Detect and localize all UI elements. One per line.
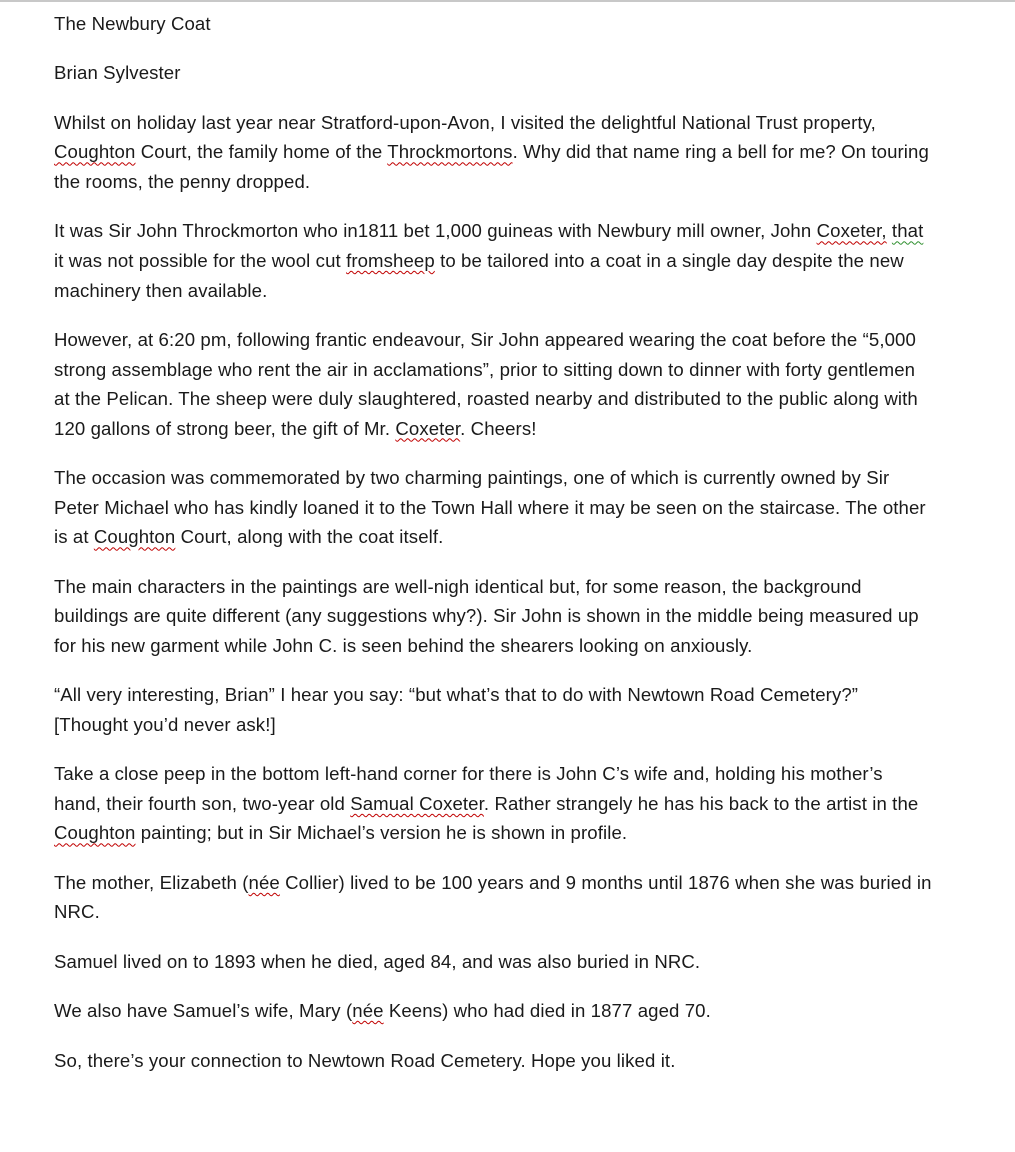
text-run: Court, the family home of the	[135, 141, 388, 163]
spelling-flagged-word: Coxeter,	[816, 220, 887, 242]
page-top-border	[0, 0, 1015, 2]
document-paragraphs	[54, 108, 934, 1075]
body-paragraph	[54, 108, 934, 197]
text-run: . Why did that name ring a bell for me? On touring the rooms, the penny dropped.	[54, 141, 929, 192]
document-body[interactable]	[54, 9, 934, 1095]
grammar-flagged-word: that	[891, 220, 924, 242]
text-run: painting; but in Sir Michael’s version he is shown in profile.	[135, 822, 628, 844]
body-paragraph	[54, 759, 934, 848]
text-run: Collier) lived to be 100 years and 9 months until 1876 when she was buried in NRC.	[54, 871, 932, 923]
text-run: So, there’s your connection to Newtown Road Cemetery. Hope you liked it.	[54, 1049, 676, 1071]
text-run: Whilst on holiday last year near Stratford-upon-Avon, I visited the delightful National Trust property,	[54, 111, 876, 133]
text-run: The occasion was commemorated by two charming paintings, one of which is currently owned by Sir Peter Michael who has kindly loaned it to the Town Hall where it may be seen on the staircase. The other is at	[54, 467, 926, 548]
text-run: The main characters in the paintings are well-nigh identical but, for some reason, the background buildings are quite different (any suggestions why?). Sir John is shown in the middle being measured up for his new garment while John C. is seen behind the shearers looking on anxiously.	[54, 575, 919, 656]
text-run: it was not possible for the wool cut	[54, 249, 347, 271]
body-paragraph	[54, 1046, 934, 1076]
body-paragraph	[54, 680, 934, 739]
spelling-flagged-word: Coughton	[54, 141, 136, 163]
spelling-flagged-word: Coxeter	[395, 417, 461, 439]
text-run: Keens) who had died in 1877 aged 70.	[383, 1000, 711, 1022]
spelling-flagged-word: née	[248, 871, 280, 893]
spelling-flagged-word: Throckmortons	[387, 141, 513, 163]
text-run: It was Sir John Throckmorton who in1811 bet 1,000 guineas with Newbury mill owner, John	[54, 220, 817, 242]
text-run: “All very interesting, Brian” I hear you say: “but what’s that to do with Newtown Road Cemetery?” [Thought you’d never ask!]	[54, 684, 859, 735]
spelling-flagged-word: fromsheep	[346, 249, 435, 271]
text-run: However, at 6:20 pm, following frantic endeavour, Sir John appeared wearing the coat before the “5,000 strong assemblage who rent the air in acclamations”, prior to sitting down to dinner with forty gentlemen at the Pelican. The sheep were duly slaughtered, roasted nearby and distributed to the public along with 120 gallons of strong beer, the gift of Mr.	[54, 328, 918, 439]
spelling-flagged-word: née	[352, 1000, 384, 1022]
body-paragraph	[54, 947, 934, 977]
body-paragraph	[54, 325, 934, 443]
document-title: The Newbury Coat	[54, 13, 211, 34]
body-paragraph	[54, 216, 934, 305]
text-run: Take a close peep in the bottom left-hand corner for there is John C’s wife and, holding his mother’s hand, their fourth son, two-year old	[54, 763, 883, 814]
text-run: . Rather strangely he has his back to the artist in the	[483, 792, 919, 814]
body-paragraph	[54, 572, 934, 661]
body-paragraph	[54, 868, 934, 927]
spelling-flagged-word: Coughton	[93, 526, 176, 548]
text-run: Court, along with the coat itself.	[175, 526, 444, 548]
text-run: to be tailored into a coat in a single day despite the new machinery then available.	[54, 249, 904, 301]
text-run: The mother, Elizabeth (	[54, 871, 249, 893]
body-paragraph	[54, 463, 934, 552]
text-run: . Cheers!	[460, 417, 537, 439]
document-author: Brian Sylvester	[54, 62, 181, 84]
spelling-flagged-word: Samual Coxeter	[350, 792, 484, 814]
body-paragraph	[54, 996, 934, 1026]
text-run: We also have Samuel’s wife, Mary (	[54, 1000, 353, 1022]
text-run: Samuel lived on to 1893 when he died, aged 84, and was also buried in NRC.	[54, 950, 701, 972]
spelling-flagged-word: Coughton	[54, 822, 136, 844]
